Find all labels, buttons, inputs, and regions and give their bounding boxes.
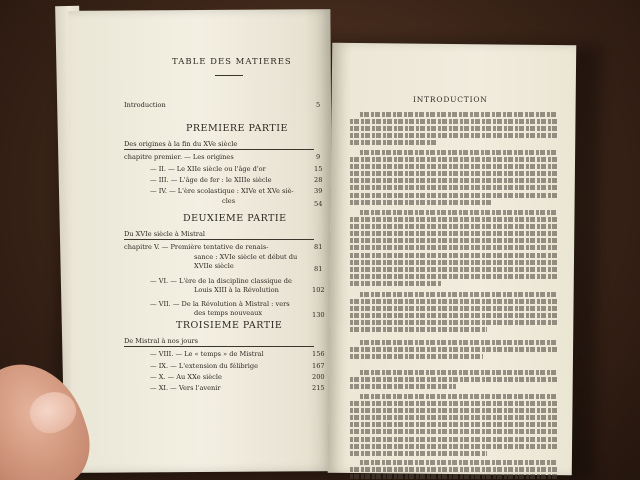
text-line [350, 327, 487, 332]
left-page [68, 9, 333, 473]
toc-item: Louis XIII à la Révolution [194, 286, 279, 294]
text-line [360, 340, 558, 345]
text-line [360, 150, 558, 155]
part1-chapter: chapitre premier. — Les origines [124, 153, 234, 161]
text-line [360, 292, 558, 297]
toc-item: — X. — Au XXe siècle [150, 373, 222, 381]
toc-item-page: 102 [312, 286, 325, 294]
text-line [350, 231, 558, 236]
toc-introduction: Introduction [124, 101, 166, 109]
toc-item-page: 215 [312, 384, 325, 392]
part1-subtitle: Des origines à la fin du XVe siècle [124, 140, 238, 148]
text-line [350, 140, 437, 145]
toc-item-page: 200 [312, 373, 325, 381]
toc-item-page: 156 [312, 350, 325, 358]
toc-item: sance : XVIe siècle et début du [194, 253, 298, 261]
part3-rule [124, 346, 314, 347]
text-line [350, 422, 558, 427]
toc-introduction-page: 5 [316, 101, 321, 109]
toc-item: — VIII. — Le « temps » de Mistral [150, 350, 264, 358]
intro-title: INTRODUCTION [413, 95, 488, 104]
paragraph [350, 460, 558, 480]
text-line [360, 112, 558, 117]
text-line [350, 274, 558, 279]
toc-item-page: 81 [314, 243, 323, 251]
text-line [360, 394, 558, 399]
text-line [350, 171, 558, 176]
text-line [350, 384, 456, 389]
text-line [360, 370, 558, 375]
text-line [350, 444, 558, 449]
text-line [350, 377, 558, 382]
text-line [350, 408, 558, 413]
text-line [350, 299, 558, 304]
text-line [350, 217, 558, 222]
paragraph [350, 112, 558, 147]
paragraph [350, 150, 558, 207]
text-line [360, 210, 558, 215]
text-line [350, 224, 558, 229]
toc-item: — XI. — Vers l'avenir [150, 384, 221, 392]
text-line [350, 347, 558, 352]
toc-item: — III. — L'âge de fer : le XIIIe siècle [150, 176, 272, 184]
toc-item: chapitre V. — Première tentative de renais- [124, 243, 269, 251]
toc-item-page: 15 [314, 165, 323, 173]
part1-chapter-page: 9 [316, 153, 321, 161]
toc-item-page: 130 [312, 311, 325, 319]
text-line [350, 260, 558, 265]
toc-item: — IX. — L'extension du félibrige [150, 362, 259, 370]
toc-item-page: 167 [312, 362, 325, 370]
text-line [350, 320, 558, 325]
text-line [350, 354, 483, 359]
text-line [350, 157, 558, 162]
toc-item: — VI. — L'ère de la discipline classique de [150, 277, 292, 285]
paragraph [350, 394, 558, 458]
toc-item: — II. — Le XIIe siècle ou l'âge d'or [150, 165, 266, 173]
text-line [350, 119, 558, 124]
text-line [350, 313, 558, 318]
text-line [360, 460, 558, 465]
text-line [350, 200, 491, 205]
toc-item: cles [222, 197, 236, 205]
text-line [350, 306, 558, 311]
paragraph [350, 210, 558, 288]
text-line [350, 133, 558, 138]
toc-item: des temps nouveaux [194, 309, 263, 317]
paragraph [350, 292, 558, 335]
text-line [350, 474, 558, 479]
toc-title: TABLE DES MATIERES [172, 57, 292, 67]
text-line [350, 467, 558, 472]
text-line [350, 451, 487, 456]
toc-item: — VII. — De la Révolution à Mistral : vers [150, 300, 290, 308]
part1-rule [124, 149, 314, 150]
text-line [350, 126, 558, 131]
toc-item-page: 81 [314, 265, 323, 273]
title-rule [215, 75, 243, 76]
text-line [350, 401, 558, 406]
paragraph [350, 370, 558, 391]
text-line [350, 281, 442, 286]
text-line [350, 185, 558, 190]
toc-item: — IV. — L'ère scolastique : XIVe et XVe siè- [150, 187, 294, 195]
toc-item-page: 28 [314, 176, 323, 184]
text-line [350, 178, 558, 183]
text-line [350, 267, 558, 272]
text-line [350, 253, 558, 258]
text-line [350, 164, 558, 169]
part1-heading: PREMIERE PARTIE [186, 123, 288, 134]
text-line [350, 415, 558, 420]
text-line [350, 238, 558, 243]
part3-subtitle: De Mistral à nos jours [124, 337, 198, 345]
toc-item-page: 54 [314, 200, 323, 208]
toc-item-page: 39 [314, 187, 323, 195]
part2-rule [124, 239, 314, 240]
text-line [350, 245, 558, 250]
part2-heading: DEUXIEME PARTIE [183, 213, 287, 224]
part3-heading: TROISIEME PARTIE [176, 320, 283, 331]
text-line [350, 437, 558, 442]
text-line [350, 429, 558, 434]
paragraph [350, 340, 558, 361]
part2-subtitle: Du XVIe siècle à Mistral [124, 230, 205, 238]
text-line [350, 193, 558, 198]
toc-item: XVIIe siècle [194, 262, 234, 270]
